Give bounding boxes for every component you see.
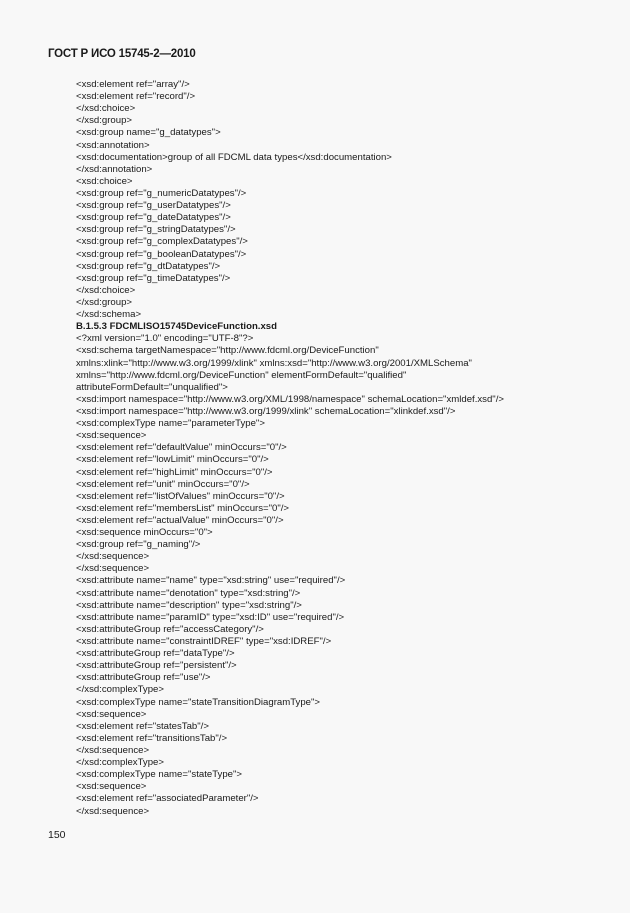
code-line: <xsd:element ref="actualValue" minOccurs="0"/> <box>76 514 284 526</box>
code-line: <xsd:group ref="g_numericDatatypes"/> <box>76 187 247 199</box>
code-line: <xsd:attribute name="paramID" type="xsd:ID" use="required"/> <box>76 611 345 623</box>
code-line: xmlns="http://www.fdcml.org/DeviceFunction" elementFormDefault="qualified" <box>76 369 407 381</box>
code-line: </xsd:sequence> <box>76 805 150 817</box>
code-line: <xsd:complexType name="stateType"> <box>76 769 242 781</box>
code-line: </xsd:choice> <box>76 284 136 296</box>
code-line: <xsd:element ref="membersList" minOccurs="0"/> <box>76 502 290 514</box>
code-line: </xsd:sequence> <box>76 551 150 563</box>
code-line: </xsd:sequence> <box>76 745 150 757</box>
code-line: </xsd:schema> <box>76 309 142 321</box>
code-line: <xsd:element ref="record"/> <box>76 91 196 103</box>
code-line: </xsd:group> <box>76 115 133 127</box>
code-line: <xsd:attributeGroup ref="use"/> <box>76 672 211 684</box>
code-line: <xsd:element ref="highLimit" minOccurs="0"/> <box>76 466 273 478</box>
code-line: <xsd:documentation>group of all FDCML data types</xsd:documentation> <box>76 151 392 163</box>
code-line: <xsd:group ref="g_booleanDatatypes"/> <box>76 248 247 260</box>
code-line: <?xml version="1.0" encoding="UTF-8"?> <box>76 333 254 345</box>
code-line: <xsd:complexType name="parameterType"> <box>76 418 265 430</box>
code-line: <xsd:attributeGroup ref="persistent"/> <box>76 660 237 672</box>
code-line: </xsd:sequence> <box>76 563 150 575</box>
code-line: xmlns:xlink="http://www.w3.org/1999/xlink" xmlns:xsd="http://www.w3.org/2001/XMLSchema" <box>76 357 472 369</box>
code-line: </xsd:group> <box>76 296 133 308</box>
code-line: <xsd:sequence> <box>76 708 147 720</box>
code-line: <xsd:group ref="g_dtDatatypes"/> <box>76 260 221 272</box>
code-line: </xsd:complexType> <box>76 757 164 769</box>
code-line: <xsd:attributeGroup ref="dataType"/> <box>76 648 235 660</box>
section-heading: B.1.5.3 FDCMLISO15745DeviceFunction.xsd <box>76 321 278 333</box>
code-line: <xsd:group ref="g_complexDatatypes"/> <box>76 236 248 248</box>
code-line: <xsd:import namespace="http://www.w3.org/XML/1998/namespace" schemaLocation="xmldef.xsd"/> <box>76 393 504 405</box>
document-header: ГОСТ Р ИСО 15745-2—2010 <box>48 48 196 60</box>
code-line: <xsd:attributeGroup ref="accessCategory"/> <box>76 623 264 635</box>
code-line: <xsd:element ref="listOfValues" minOccurs="0"/> <box>76 490 285 502</box>
code-line: <xsd:group ref="g_stringDatatypes"/> <box>76 224 236 236</box>
code-line: <xsd:group ref="g_naming"/> <box>76 539 201 551</box>
code-line: attributeFormDefault="unqualified"> <box>76 381 228 393</box>
code-line: </xsd:annotation> <box>76 163 153 175</box>
code-line: <xsd:element ref="unit" minOccurs="0"/> <box>76 478 250 490</box>
code-line: <xsd:group ref="g_timeDatatypes"/> <box>76 272 231 284</box>
code-listing <box>76 79 504 818</box>
code-line: <xsd:annotation> <box>76 139 150 151</box>
code-line: <xsd:element ref="statesTab"/> <box>76 720 209 732</box>
code-line: </xsd:complexType> <box>76 684 164 696</box>
code-line: <xsd:import namespace="http://www.w3.org/1999/xlink" schemaLocation="xlinkdef.xsd"/> <box>76 405 456 417</box>
code-line: <xsd:sequence> <box>76 781 147 793</box>
code-line: <xsd:schema targetNamespace="http://www.fdcml.org/DeviceFunction" <box>76 345 379 357</box>
code-line: <xsd:complexType name="stateTransitionDiagramType"> <box>76 696 321 708</box>
code-line: <xsd:element ref="defaultValue" minOccurs="0"/> <box>76 442 287 454</box>
code-line: <xsd:attribute name="description" type="xsd:string"/> <box>76 599 302 611</box>
code-line: <xsd:element ref="lowLimit" minOccurs="0"/> <box>76 454 269 466</box>
code-line: <xsd:choice> <box>76 175 133 187</box>
code-line: <xsd:attribute name="denotation" type="xsd:string"/> <box>76 587 301 599</box>
code-line: </xsd:choice> <box>76 103 136 115</box>
page-number: 150 <box>48 829 66 841</box>
code-line: <xsd:group ref="g_userDatatypes"/> <box>76 200 231 212</box>
code-line: <xsd:element ref="transitionsTab"/> <box>76 732 228 744</box>
code-line: <xsd:group ref="g_dateDatatypes"/> <box>76 212 231 224</box>
code-line: <xsd:sequence minOccurs="0"> <box>76 527 213 539</box>
code-line: <xsd:element ref="associatedParameter"/> <box>76 793 259 805</box>
code-line: <xsd:element ref="array"/> <box>76 79 190 90</box>
code-line: <xsd:attribute name="name" type="xsd:string" use="required"/> <box>76 575 346 587</box>
code-line: <xsd:attribute name="constraintIDREF" type="xsd:IDREF"/> <box>76 636 332 648</box>
code-line: <xsd:group name="g_datatypes"> <box>76 127 221 139</box>
code-line: <xsd:sequence> <box>76 430 147 442</box>
